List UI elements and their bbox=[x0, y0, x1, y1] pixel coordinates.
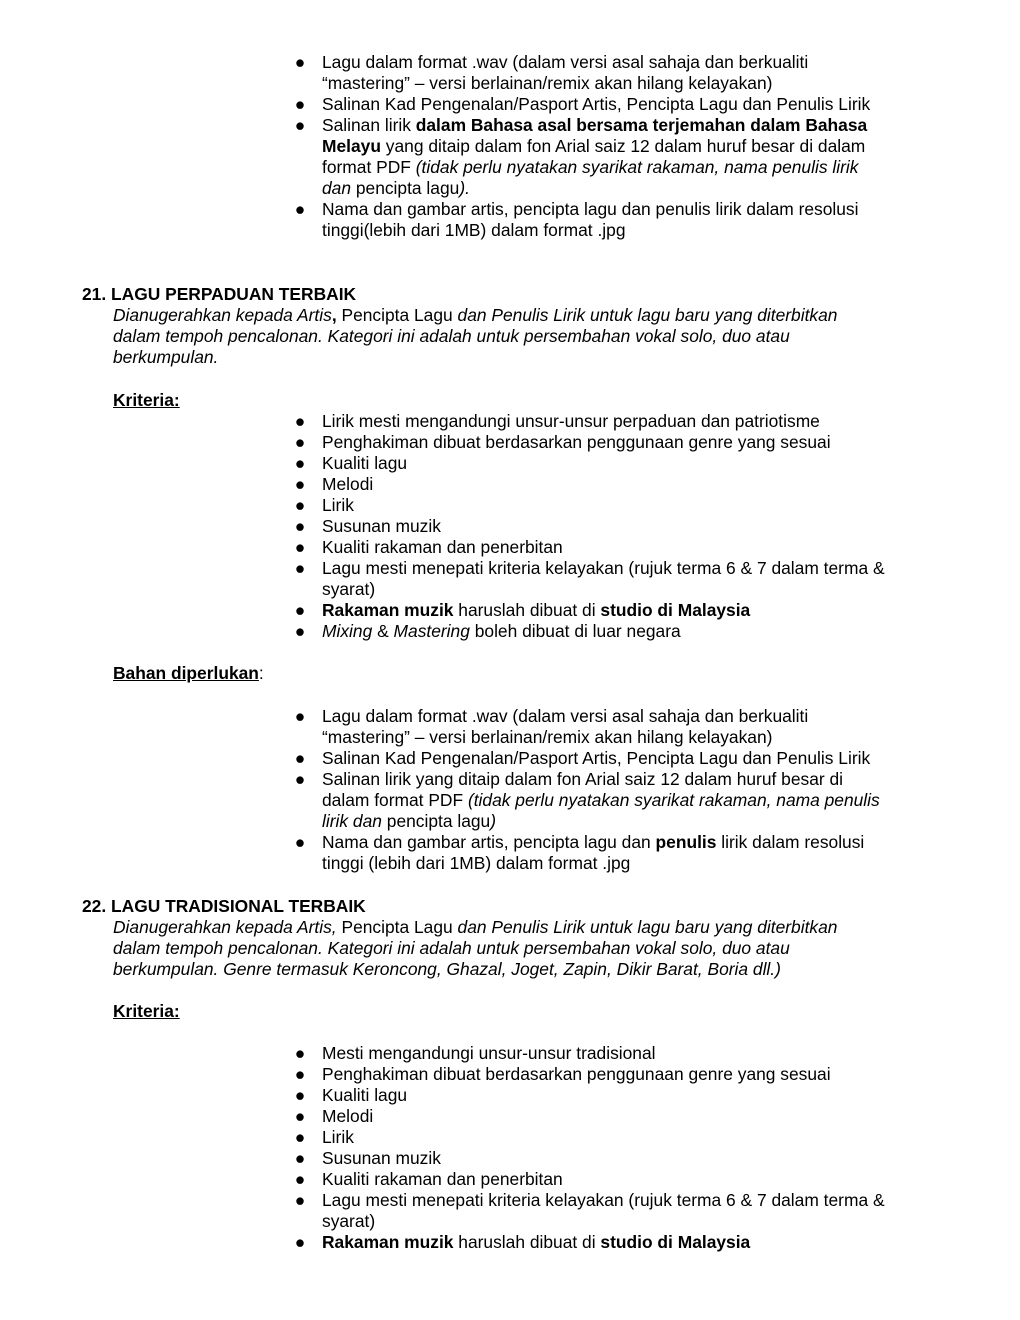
list-item: ● Penghakiman dibuat berdasarkan penggunaan genre yang sesuai bbox=[291, 1064, 931, 1085]
bullet-icon: ● bbox=[294, 832, 306, 852]
section-21-criteria-list bbox=[291, 411, 931, 642]
list-item: ● Lirik bbox=[291, 1127, 931, 1148]
section-22-criteria-list bbox=[291, 1043, 931, 1253]
list-item: ● Salinan Kad Pengenalan/Pasport Artis, Pencipta Lagu dan Penulis Lirik bbox=[291, 94, 931, 115]
list-item: ● Kualiti lagu bbox=[291, 453, 931, 474]
bullet-icon: ● bbox=[294, 621, 306, 641]
bullet-icon: ● bbox=[294, 769, 306, 789]
bullet-icon: ● bbox=[294, 706, 306, 726]
list-item: ● Kualiti lagu bbox=[291, 1085, 931, 1106]
bullet-icon: ● bbox=[294, 516, 306, 536]
list-item: ● Salinan lirik dalam Bahasa asal bersama terjemahan dalam Bahasa Melayu yang ditaip dalam fon Arial saiz 12 dalam huruf besar di dalam format PDF (tidak perlu nyatakan syarikat rakaman, nama penulis lirik dan pencipta lagu). bbox=[291, 115, 931, 199]
list-item: ● Lagu mesti menepati kriteria kelayakan (rujuk terma 6 & 7 dalam terma & syarat) bbox=[291, 1190, 931, 1232]
bullet-icon: ● bbox=[294, 411, 306, 431]
list-item: ● Melodi bbox=[291, 474, 931, 495]
bullet-icon: ● bbox=[294, 1148, 306, 1168]
list-item: ● Salinan Kad Pengenalan/Pasport Artis, Pencipta Lagu dan Penulis Lirik bbox=[291, 748, 931, 769]
list-item: ● Rakaman muzik haruslah dibuat di studio di Malaysia bbox=[291, 1232, 931, 1253]
section-22-description: Dianugerahkan kepada Artis, Pencipta Lagu dan Penulis Lirik untuk lagu baru yang diterbitkan dalam tempoh pencalonan. Kategori ini adalah untuk persembahan vokal solo, duo atau berkumpulan. Genre termasuk Keroncong, Ghazal, Joget, Zapin, Dikir Barat, Boria dll.) bbox=[113, 917, 838, 979]
list-item: ● Lirik mesti mengandungi unsur-unsur perpaduan dan patriotisme bbox=[291, 411, 931, 432]
list-item: ● Mesti mengandungi unsur-unsur tradisional bbox=[291, 1043, 931, 1064]
list-item: ● Mixing & Mastering boleh dibuat di luar negara bbox=[291, 621, 931, 642]
bullet-icon: ● bbox=[294, 432, 306, 452]
bullet-icon: ● bbox=[294, 537, 306, 557]
bullet-icon: ● bbox=[294, 1190, 306, 1210]
bullet-icon: ● bbox=[294, 558, 306, 578]
bullet-icon: ● bbox=[294, 115, 306, 135]
bullet-icon: ● bbox=[294, 1085, 306, 1105]
section-21-bahan-label: Bahan diperlukan: bbox=[113, 663, 264, 683]
list-item: ● Nama dan gambar artis, pencipta lagu dan penulis lirik dalam resolusi tinggi (lebih dari 1MB) dalam format .jpg bbox=[291, 832, 931, 874]
bullet-icon: ● bbox=[294, 1169, 306, 1189]
section-22-kriteria-label: Kriteria: bbox=[113, 1001, 180, 1021]
list-item: ● Kualiti rakaman dan penerbitan bbox=[291, 1169, 931, 1190]
bullet-icon: ● bbox=[294, 600, 306, 620]
bullet-icon: ● bbox=[294, 199, 306, 219]
list-item: ● Susunan muzik bbox=[291, 1148, 931, 1169]
list-item: ● Melodi bbox=[291, 1106, 931, 1127]
section-21-materials-list bbox=[291, 706, 931, 874]
bullet-icon: ● bbox=[294, 1232, 306, 1252]
bullet-icon: ● bbox=[294, 94, 306, 114]
list-item: ● Nama dan gambar artis, pencipta lagu dan penulis lirik dalam resolusi tinggi(lebih dari 1MB) dalam format .jpg bbox=[291, 199, 931, 241]
top-materials-list bbox=[291, 52, 931, 241]
section-21-kriteria-label: Kriteria: bbox=[113, 390, 180, 410]
list-item: ● Salinan lirik yang ditaip dalam fon Arial saiz 12 dalam huruf besar di dalam format PDF (tidak perlu nyatakan syarikat rakaman, nama penulis lirik dan pencipta lagu) bbox=[291, 769, 931, 832]
bullet-icon: ● bbox=[294, 453, 306, 473]
section-22-title: 22. LAGU TRADISIONAL TERBAIK bbox=[82, 896, 366, 916]
bullet-icon: ● bbox=[294, 52, 306, 72]
list-item: ● Lagu dalam format .wav (dalam versi asal sahaja dan berkualiti “mastering” – versi berlainan/remix akan hilang kelayakan) bbox=[291, 52, 931, 94]
bullet-icon: ● bbox=[294, 748, 306, 768]
list-item: ● Lirik bbox=[291, 495, 931, 516]
list-item: ● Lagu dalam format .wav (dalam versi asal sahaja dan berkualiti “mastering” – versi berlainan/remix akan hilang kelayakan) bbox=[291, 706, 931, 748]
bullet-icon: ● bbox=[294, 495, 306, 515]
list-item: ● Susunan muzik bbox=[291, 516, 931, 537]
bullet-icon: ● bbox=[294, 1106, 306, 1126]
list-item: ● Lagu mesti menepati kriteria kelayakan (rujuk terma 6 & 7 dalam terma & syarat) bbox=[291, 558, 931, 600]
bullet-icon: ● bbox=[294, 1127, 306, 1147]
bullet-icon: ● bbox=[294, 474, 306, 494]
bullet-icon: ● bbox=[294, 1064, 306, 1084]
list-item: ● Rakaman muzik haruslah dibuat di studio di Malaysia bbox=[291, 600, 931, 621]
list-item: ● Kualiti rakaman dan penerbitan bbox=[291, 537, 931, 558]
section-21-description: Dianugerahkan kepada Artis, Pencipta Lagu dan Penulis Lirik untuk lagu baru yang diterbitkan dalam tempoh pencalonan. Kategori ini adalah untuk persembahan vokal solo, duo atau berkumpulan. bbox=[113, 305, 838, 367]
list-item: ● Penghakiman dibuat berdasarkan penggunaan genre yang sesuai bbox=[291, 432, 931, 453]
section-21-title: 21. LAGU PERPADUAN TERBAIK bbox=[82, 284, 357, 304]
bullet-icon: ● bbox=[294, 1043, 306, 1063]
